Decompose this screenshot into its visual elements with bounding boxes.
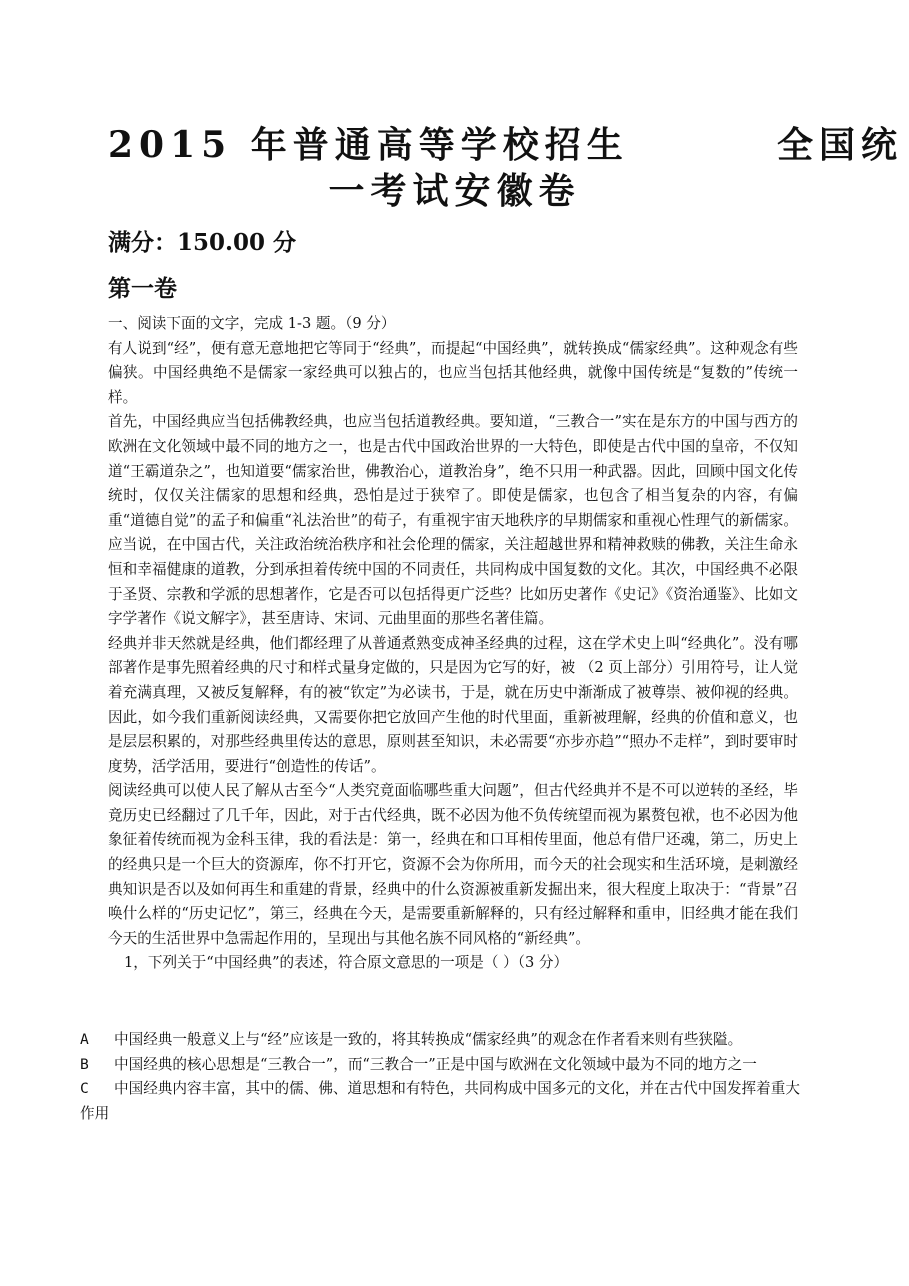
question-1: 1，下列关于“中国经典”的表述，符合原文意思的一项是（ ）（3 分） <box>124 954 569 972</box>
section-header: 一、阅读下面的文字，完成 1-3 题。（9 分） <box>108 315 396 332</box>
full-score: 满分：150.00 分 <box>108 229 297 256</box>
option-b <box>80 1053 800 1078</box>
volume-heading: 第一卷 <box>108 275 177 302</box>
option-a <box>80 1028 800 1053</box>
option-letter: B <box>80 1055 89 1073</box>
option-text: 中国经典内容丰富，其中的儒、佛、道思想和有特色，共同构成中国多元的文化，并在古代中国发挥着重大作用 <box>80 1080 800 1122</box>
reading-passage <box>108 312 798 976</box>
option-text: 中国经典一般意义上与“经”应该是一致的，将其转换成“儒家经典”的观念在作者看来则有些狭隘。 <box>114 1031 743 1048</box>
paragraph: 阅读经典可以使人民了解从古至今“人类究竟面临哪些重大问题”，但古代经典并不是不可以逆转的圣经，毕竟历史已经翻过了几千年，因此，对于古代经典，既不必因为他不负传统望而视为累赘包袱，也不必因为他象征着传统而视为金科玉律，我的看法是：第一，经典在和口耳相传里面，他总有借尸还魂，第二，历史上的经典只是一个巨大的资源库，你不打开它，资源不会为你所用，而今天的社会现实和生活环境，是刺激经典知识是否以及如何再生和重建的背景，经典中的什么资源被重新发掘出来，很大程度上取决于：“背景”召唤什么样的“历史记忆”，第三，经典在今天，是需要重新解释的，只有经过解释和重申，旧经典才能在我们今天的生活世界中急需起作用的，呈现出与其他名族不同风格的“新经典”。 <box>108 782 798 947</box>
answer-options <box>80 1028 800 1126</box>
exam-title-line-1: 2015 年普通高等学校招生 全国统 <box>108 124 903 166</box>
option-letter: C <box>80 1080 89 1098</box>
paragraph: 经典并非天然就是经典，他们都经理了从普通煮熟变成神圣经典的过程，这在学术史上叫“经典化”。没有哪部著作是事先照着经典的尺寸和样式量身定做的，只是因为它写的好，被 （2 页上部分）引用符号，让人觉着充满真理，又被反复解释，有的被“钦定”为必读书，于是，就在历史中渐渐成了被尊崇、被仰视的经典。因此，如今我们重新阅读经典，又需要你把它放回产生他的时代里面，重新被理解，经典的价值和意义，也是层层积累的，对那些经典里传达的意思，原则甚至知识，未必需要“亦步亦趋”“照办不走样”，到时要审时度势，活学活用，要进行“创造性的传话”。 <box>108 634 798 775</box>
exam-title-line-2: 一考试安徽卷 <box>328 170 581 212</box>
option-letter: A <box>80 1031 89 1048</box>
paragraph: 有人说到“经”，便有意无意地把它等同于“经典”，而提起“中国经典”，就转换成“儒家经典”。这种观念有些偏狭。中国经典绝不是儒家一家经典可以独占的，也应当包括其他经典，就像中国传统是“复数的”传统一样。 <box>108 339 798 406</box>
option-text: 中国经典的核心思想是“三教合一”，而“三教合一”正是中国与欧洲在文化领域中最为不同的地方之一 <box>114 1055 757 1073</box>
option-c <box>80 1077 800 1126</box>
paragraph: 首先，中国经典应当包括佛教经典，也应当包括道教经典。要知道，“三教合一”实在是东方的中国与西方的欧洲在文化领域中最不同的地方之一，也是古代中国政治世界的一大特色，即使是古代中国的皇帝，不仅知道“王霸道杂之”，也知道要“儒家治世，佛教治心，道教治身”，绝不只用一种武器。因此，回顾中国文化传统时，仅仅关注儒家的思想和经典，恐怕是过于狭窄了。即使是儒家，也包含了相当复杂的内容，有偏重“道德自觉”的孟子和偏重“礼法治世”的荀子，有重视宇宙天地秩序的早期儒家和重视心性理气的新儒家。应当说，在中国古代，关注政治统治秩序和社会伦理的儒家，关注超越世界和精神救赎的佛教，关注生命永恒和幸福健康的道教，分到承担着传统中国的不同责任，共同构成中国复数的文化。其次，中国经典不必限于圣贤、宗教和学派的思想著作，它是否可以包括得更广泛些？比如历史著作《史记》《资治通鉴》、比如文字学著作《说文解字》，甚至唐诗、宋词、元曲里面的那些名著佳篇。 <box>108 413 798 628</box>
